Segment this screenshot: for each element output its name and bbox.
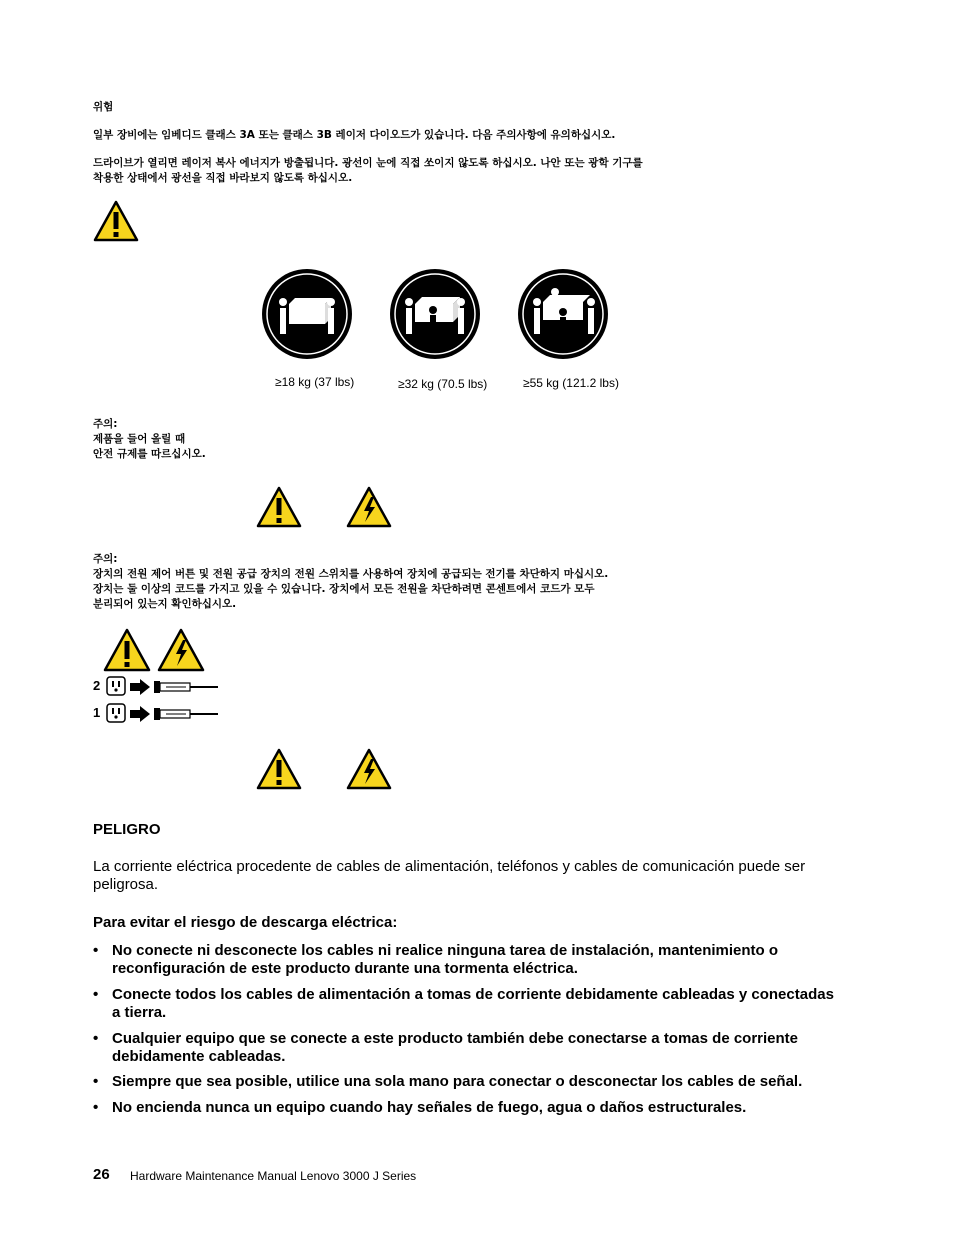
electrical-hazard-icon: [346, 486, 392, 528]
list-item: [93, 942, 838, 978]
bullet-dot: •: [93, 1099, 99, 1116]
warning-triangle-icon: [93, 200, 139, 242]
two-person-lift-icon: [261, 268, 353, 360]
list-item: [93, 986, 838, 1022]
page-number: 26: [93, 1166, 110, 1183]
weight-label-55kg: ≥55 kg (121.2 lbs): [523, 376, 619, 390]
power-outlet-unplug-icon: [106, 676, 220, 698]
cord-number-2: 2: [93, 678, 101, 693]
bullet-dot: •: [93, 1073, 99, 1090]
four-person-lift-icon: [517, 268, 609, 360]
list-item-text: Conecte todos los cables de alimentación a tomas de corriente debidamente cableadas y conectadas a tierra.: [112, 986, 834, 1021]
power-outlet-unplug-icon: [106, 703, 220, 725]
warning-triangle-icon: [256, 486, 302, 528]
laser-paragraph-2-line-2: 착용한 상태에서 광선을 직접 바라보지 않도록 하십시오.: [93, 172, 353, 184]
cord-number-1: 1: [93, 705, 101, 720]
list-item-text: No encienda nunca un equipo cuando hay señales de fuego, agua o daños estructurales.: [112, 1099, 747, 1116]
weight-label-18kg: ≥18 kg (37 lbs): [275, 375, 355, 389]
list-item-text: No conecte ni desconecte los cables ni realice ninguna tarea de instalación, mantenimiento o reconfiguración de este producto durante una tormenta eléctrica.: [112, 942, 779, 977]
bullet-dot: •: [93, 942, 99, 959]
list-item-text: Cualquier equipo que se conecte a este producto también debe conectarse a tomas de corriente debidamente cableadas.: [112, 1030, 799, 1065]
list-item: [93, 1030, 838, 1066]
laser-paragraph-2-line-1: 드라이브가 열리면 레이저 복사 에너지가 방출됩니다. 광선이 눈에 직접 쏘이지 않도록 하십시오. 나안 또는 광학 기구를: [93, 157, 643, 169]
peligro-heading: PELIGRO: [93, 821, 161, 838]
lift-caution-label: 주의:: [93, 418, 118, 430]
power-caution-label: 주의:: [93, 553, 118, 565]
warning-triangle-icon: [103, 628, 151, 672]
power-caution-line-1: 장치의 전원 제어 버튼 및 전원 공급 장치의 전원 스위치를 사용하여 장치에 공급되는 전기를 차단하지 마십시오.: [93, 568, 609, 580]
electrical-hazard-icon: [346, 748, 392, 790]
lift-caution-line-1: 제품을 들어 올릴 때: [93, 433, 186, 445]
laser-paragraph-1: [93, 128, 615, 143]
laser-paragraph-2: [93, 156, 643, 186]
intro-paragraph: La corriente eléctrica procedente de cables de alimentación, teléfonos y cables de comunicación puede ser peligrosa.: [93, 858, 806, 893]
avoid-heading: Para evitar el riesgo de descarga eléctrica:: [93, 914, 398, 931]
manual-title: Hardware Maintenance Manual Lenovo 3000 J Series: [130, 1169, 417, 1183]
power-caution: [93, 552, 608, 612]
list-item: [93, 1099, 838, 1117]
electrical-hazard-icon: [157, 628, 205, 672]
bullet-dot: •: [93, 1030, 99, 1047]
power-caution-line-2: 장치는 둘 이상의 코드를 가지고 있을 수 있습니다. 장치에서 모든 전원을 차단하려면 콘센트에서 코드가 모두: [93, 583, 595, 595]
laser-paragraph-1-line: 일부 장비에는 임베디드 클래스 3A 또는 클래스 3B 레이저 다이오드가 있습니다. 다음 주의사항에 유의하십시오.: [93, 129, 616, 141]
power-caution-line-3: 분리되어 있는지 확인하십시오.: [93, 598, 237, 610]
warning-triangle-icon: [256, 748, 302, 790]
weight-label-32kg: ≥32 kg (70.5 lbs): [398, 377, 488, 391]
three-person-lift-icon: [389, 268, 481, 360]
danger-heading-ko: 위험: [93, 101, 114, 113]
list-item: [93, 1073, 838, 1091]
bullet-dot: •: [93, 986, 99, 1003]
list-item-text: Siempre que sea posible, utilice una sola mano para conectar o desconectar los cables de señal.: [112, 1073, 803, 1090]
lift-caution: [93, 417, 206, 462]
lift-caution-line-2: 안전 규제를 따르십시오.: [93, 448, 206, 460]
